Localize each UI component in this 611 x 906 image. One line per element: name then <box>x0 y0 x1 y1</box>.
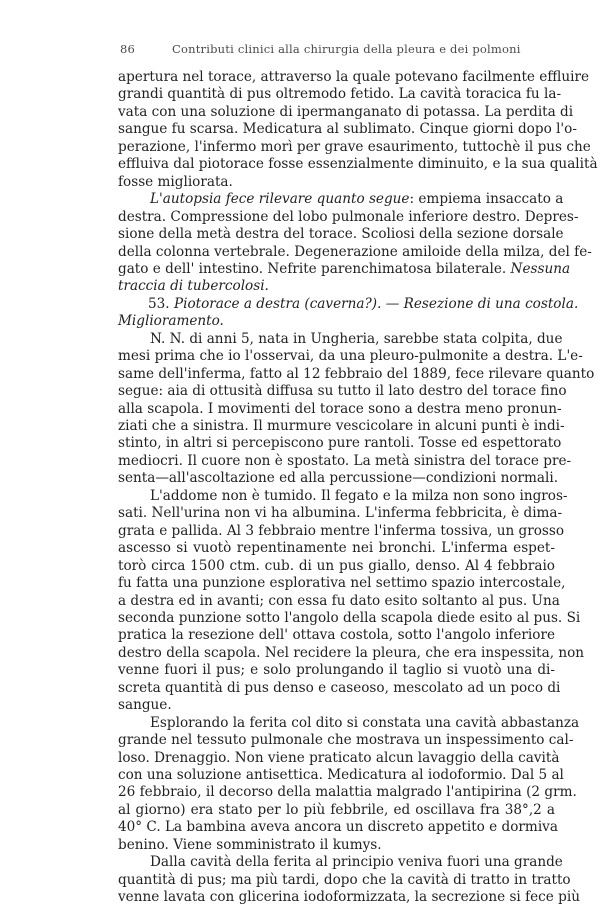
line-text: screta quantità di pus denso e caseoso, mescolato ad un poco di <box>118 679 561 696</box>
text-line <box>118 173 555 191</box>
italic-text: Miglioramento. <box>118 313 224 330</box>
text-line <box>150 330 563 348</box>
line-text: sangue. <box>118 697 172 714</box>
text-line <box>118 103 574 121</box>
line-text: stinto, in altri si percepiscono pure rantoli. Tosse ed espettorato <box>118 435 562 452</box>
line-text: 53. <box>148 295 170 312</box>
line-text: 40° C. La bambina aveva ancora un discreto appetito e dormiva <box>118 819 558 836</box>
line-text: segue: aia di ottusità diffusa su tutto il lato destro del torace fino <box>118 383 567 400</box>
text-line <box>118 801 555 819</box>
text-line <box>118 731 574 749</box>
line-text: L'addome non è tumido. Il fegato e la milza non sono ingros- <box>150 487 568 504</box>
line-text: venne lavata con glicerina iodoformizzata, la secrezione si fece più <box>118 889 580 906</box>
text-line <box>118 155 598 173</box>
text-line <box>118 365 595 383</box>
line-text: sione della metà destra del torace. Scoliosi della sezione dorsale <box>118 226 564 243</box>
line-text: sangue fu scarsa. Medicatura al sublimato. Cinque giorni dopo l'o- <box>118 121 577 138</box>
text-line <box>118 818 558 836</box>
text-line <box>118 783 577 801</box>
line-text: grandi quantità di pus oltremodo fetido. La cavità toracica fu la- <box>118 86 562 103</box>
text-line <box>150 487 568 505</box>
line-text: della colonna vertebrale. Degenerazione amiloide della milza, del fe- <box>118 243 592 260</box>
line-text: pratica la resezione dell' ottava costola, sotto l'angolo inferiore <box>118 627 555 644</box>
text-line <box>118 696 555 714</box>
line-text: fu fatta una punzione esplorativa nel settimo spazio intercostale, <box>118 575 566 592</box>
text-line <box>118 766 564 784</box>
line-text: apertura nel torace, attraverso la quale potevano facilmente effluire <box>118 69 589 85</box>
text-line <box>118 522 565 540</box>
line-text: grata e pallida. Al 3 febbraio mentre l'inferma tossiva, un grosso <box>118 522 565 539</box>
line-text: quantità di pus; ma più tardi, dopo che la cavità di tratto in tratto <box>118 871 571 888</box>
page-number: 86 <box>120 42 136 56</box>
text-line <box>148 295 579 313</box>
text-line <box>118 68 589 86</box>
running-title: Contributi clinici alla chirurgia della pleura e dei polmoni <box>172 42 521 56</box>
line-text: perazione, l'infermo morì per grave esaurimento, tuttochè il pus che <box>118 138 591 155</box>
line-text: con una soluzione antisettica. Medicatura al iodoformio. Dal 5 al <box>118 767 564 783</box>
text-line <box>118 277 555 295</box>
text-line <box>150 853 563 871</box>
line-text: N. N. di anni 5, nata in Ungheria, sarebbe stata colpita, due <box>150 330 563 347</box>
text-line <box>118 871 571 889</box>
text-line <box>118 836 555 854</box>
text-line <box>118 609 581 627</box>
line-text: 26 febbraio, il decorso della malattia malgrado l'antipirina (2 grm. <box>118 784 577 801</box>
line-text: mesi prima che io l'osservai, da una pleuro-pulmonite a destra. L'e- <box>118 348 583 365</box>
line-text: sati. Nell'urina non vi ha albumina. L'inferma febbricita, è dima- <box>118 505 563 522</box>
line-text: torò circa 1500 ctm. cub. di un pus giallo, denso. Al 4 febbraio <box>118 557 555 574</box>
text-line <box>118 679 561 697</box>
line-text: Dalla cavità della ferita al principio veniva fuori una grande <box>150 854 563 871</box>
line-text: senta—all'ascoltazione ed alla percussione—condizioni normali. <box>118 470 559 487</box>
text-line <box>118 469 559 487</box>
text-line <box>118 312 555 330</box>
line-text: alla scapola. I movimenti del torace sono a destra meno pronun- <box>118 400 562 417</box>
italic-text: traccia di tubercolosi. <box>118 278 269 295</box>
line-text: ziati che a sinistra. Il murmure vescicolare in alcuni punti è indi- <box>118 418 565 434</box>
line-text: a destra ed in avanti; con essa fu dato esito soltanto al pus. Una <box>118 592 560 609</box>
text-line <box>118 434 562 452</box>
line-text: : empiema insaccato a <box>409 191 564 208</box>
line-text: seconda punzione sotto l'angolo della scapola diede esito al pus. Si <box>118 609 581 626</box>
text-line <box>118 382 567 400</box>
line-text: venne fuori il pus; e solo prolungando il taglio si vuotò una di- <box>118 662 555 679</box>
text-line <box>118 85 562 103</box>
line-text: fosse migliorata. <box>118 173 233 190</box>
text-line <box>118 661 555 679</box>
line-text: destra. Compressione del lobo pulmonale inferiore destro. Depres- <box>118 208 579 225</box>
running-header <box>0 42 611 60</box>
line-text: ascesso si vuotò repentinamente nei bronchi. L'inferma espet- <box>118 540 555 557</box>
italic-text: Piotorace a destra (caverna?). — Resezione di una costola. <box>173 295 579 312</box>
text-line <box>118 138 591 156</box>
text-line <box>118 208 579 226</box>
text-line <box>118 539 555 557</box>
line-text: gato e dell' intestino. Nefrite parenchimatosa bilaterale. <box>118 260 507 277</box>
text-line <box>118 574 566 592</box>
line-text: same dell'inferma, fatto al 12 febbraio del 1889, fece rilevare quanto <box>118 365 595 382</box>
text-line <box>118 243 592 261</box>
text-line <box>118 347 583 365</box>
line-text: grande nel tessuto pulmonale che mostrava un inspessimento cal- <box>118 732 574 749</box>
italic-text: Nessuna <box>510 260 571 277</box>
line-text: al giorno) era stato per lo più febbrile, ed oscillava fra 38°,2 a <box>118 801 555 818</box>
text-line <box>118 592 560 610</box>
text-line <box>118 504 563 522</box>
line-text: effluiva dal piotorace fosse essenzialmente diminuito, e la sua qualità <box>118 156 598 173</box>
text-line <box>118 644 585 662</box>
line-text: vata con una soluzione di ipermanganato di potassa. La perdita di <box>118 103 574 120</box>
text-line <box>118 452 572 470</box>
text-line <box>118 417 565 435</box>
text-line <box>118 749 560 767</box>
line-text: destro della scapola. Nel recidere la pleura, che era inspessita, non <box>118 644 585 661</box>
text-line <box>118 260 571 278</box>
text-line <box>118 557 555 575</box>
text-line <box>118 225 564 243</box>
text-line <box>118 120 577 138</box>
text-line <box>118 888 580 906</box>
italic-text: L'autopsia fece rilevare quanto segue <box>150 191 410 208</box>
line-text: benino. Viene somministrato il kumys. <box>118 836 382 853</box>
text-line <box>150 190 564 208</box>
line-text: mediocri. Il cuore non è spostato. La metà sinistra del torace pre- <box>118 452 572 469</box>
text-line <box>118 400 562 418</box>
line-text: loso. Drenaggio. Non viene praticato alcun lavaggio della cavità <box>118 749 560 766</box>
text-line <box>118 626 555 644</box>
text-line <box>150 714 580 732</box>
line-text: Esplorando la ferita col dito si constata una cavità abbastanza <box>150 714 580 731</box>
